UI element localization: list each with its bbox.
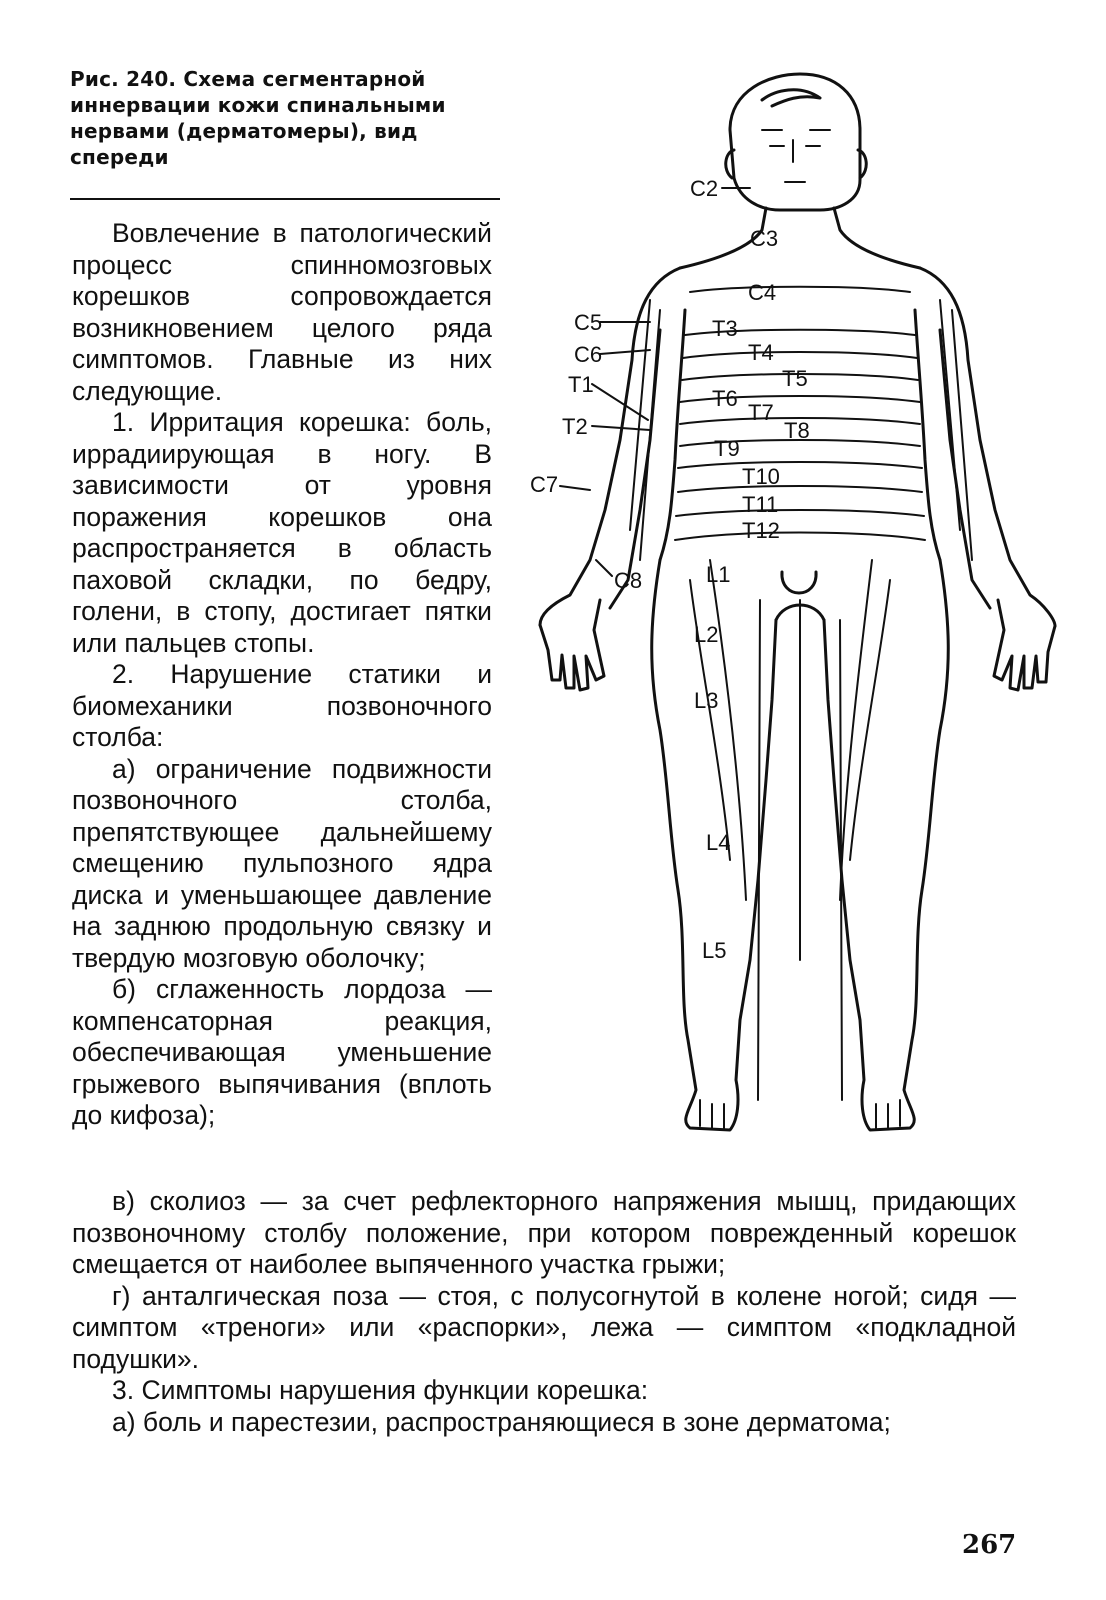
dermatome-label-c2: C2 (690, 176, 719, 201)
dermatome-label-t3: T3 (712, 316, 738, 341)
dermatome-label-t5: T5 (782, 366, 808, 391)
body-outline-illustration (500, 60, 1060, 1190)
dermatome-label-c3: C3 (750, 226, 779, 251)
dermatome-label-c4: C4 (748, 280, 777, 305)
caption-divider (70, 198, 500, 200)
dermatome-label-c8: C8 (614, 568, 643, 593)
list-item-g: г) анталгическая поза — стоя, с полусогнутой в колене ногой; сидя — симптом «треноги» или «распорки», лежа — симптом «подкладной подушки». (72, 1280, 1016, 1374)
dermatome-label-l2: L2 (694, 622, 719, 647)
dermatome-label-c7: C7 (530, 472, 559, 497)
dermatome-label-c6: C6 (574, 342, 603, 367)
page-number: 267 (962, 1530, 1017, 1560)
paragraph-statics: 2. Нарушение статики и биомеханики позвоночного столба: (72, 659, 492, 752)
dermatome-label-t10: T10 (742, 464, 780, 489)
list-item-a-pain: а) боль и парестезии, распространяющиеся в зоне дерматома; (112, 1406, 891, 1437)
list-item-b: б) сглаженность лордоза — компенсаторная реакция, обеспечивающая уменьшение грыжевого выпячивания (вплоть до кифоза); (72, 974, 492, 1130)
dermatome-label-t8: T8 (784, 418, 810, 443)
dermatome-label-l1: L1 (706, 562, 731, 587)
dermatome-label-t4: T4 (748, 340, 774, 365)
full-width-text (72, 1186, 1016, 1438)
column-text (72, 218, 492, 1132)
dermatome-label-t6: T6 (712, 386, 738, 411)
dermatome-label-l3: L3 (694, 688, 719, 713)
dermatome-label-t2: T2 (562, 414, 588, 439)
dermatome-label-c5: C5 (574, 310, 603, 335)
list-item-v: в) сколиоз — за счет рефлекторного напряжения мышц, придающих позвоночному столбу положение, при котором поврежденный корешок смещается от наиболее выпяченного участка грыжи; (72, 1186, 1016, 1279)
dermatome-label-t9: T9 (714, 436, 740, 461)
dermatome-label-t1: T1 (568, 372, 594, 397)
paragraph-intro: Вовлечение в патологический процесс спинномозговых корешков сопровождается возникновением целого ряда симптомов. Главные из них следующие. (72, 218, 492, 406)
dermatome-figure (500, 60, 1060, 1190)
dermatome-label-l5: L5 (702, 938, 727, 963)
paragraph-root-function: 3. Симптомы нарушения функции корешка: (112, 1375, 649, 1405)
figure-caption: Рис. 240. Схема сегментарной иннервации кожи спинальными нервами (дерматомеры), вид спереди (70, 67, 446, 169)
dermatome-label-t11: T11 (742, 492, 779, 517)
dermatome-label-t12: T12 (742, 518, 780, 543)
paragraph-root-irritation: 1. Ирритация корешка: боль, иррадиирующая в ногу. В зависимости от уровня поражения корешков она распространяется в область паховой складки, по бедру, голени, в стопу, достигает пятки или пальцев стопы. (72, 407, 492, 658)
dermatome-label-t7: T7 (748, 400, 774, 425)
list-item-a: а) ограничение подвижности позвоночного столба, препятствующее дальнейшему смещению пульпозного ядра диска и уменьшающее давление на заднюю продольную связку и твердую мозговую оболочку; (72, 753, 492, 973)
dermatome-label-l4: L4 (706, 830, 731, 855)
